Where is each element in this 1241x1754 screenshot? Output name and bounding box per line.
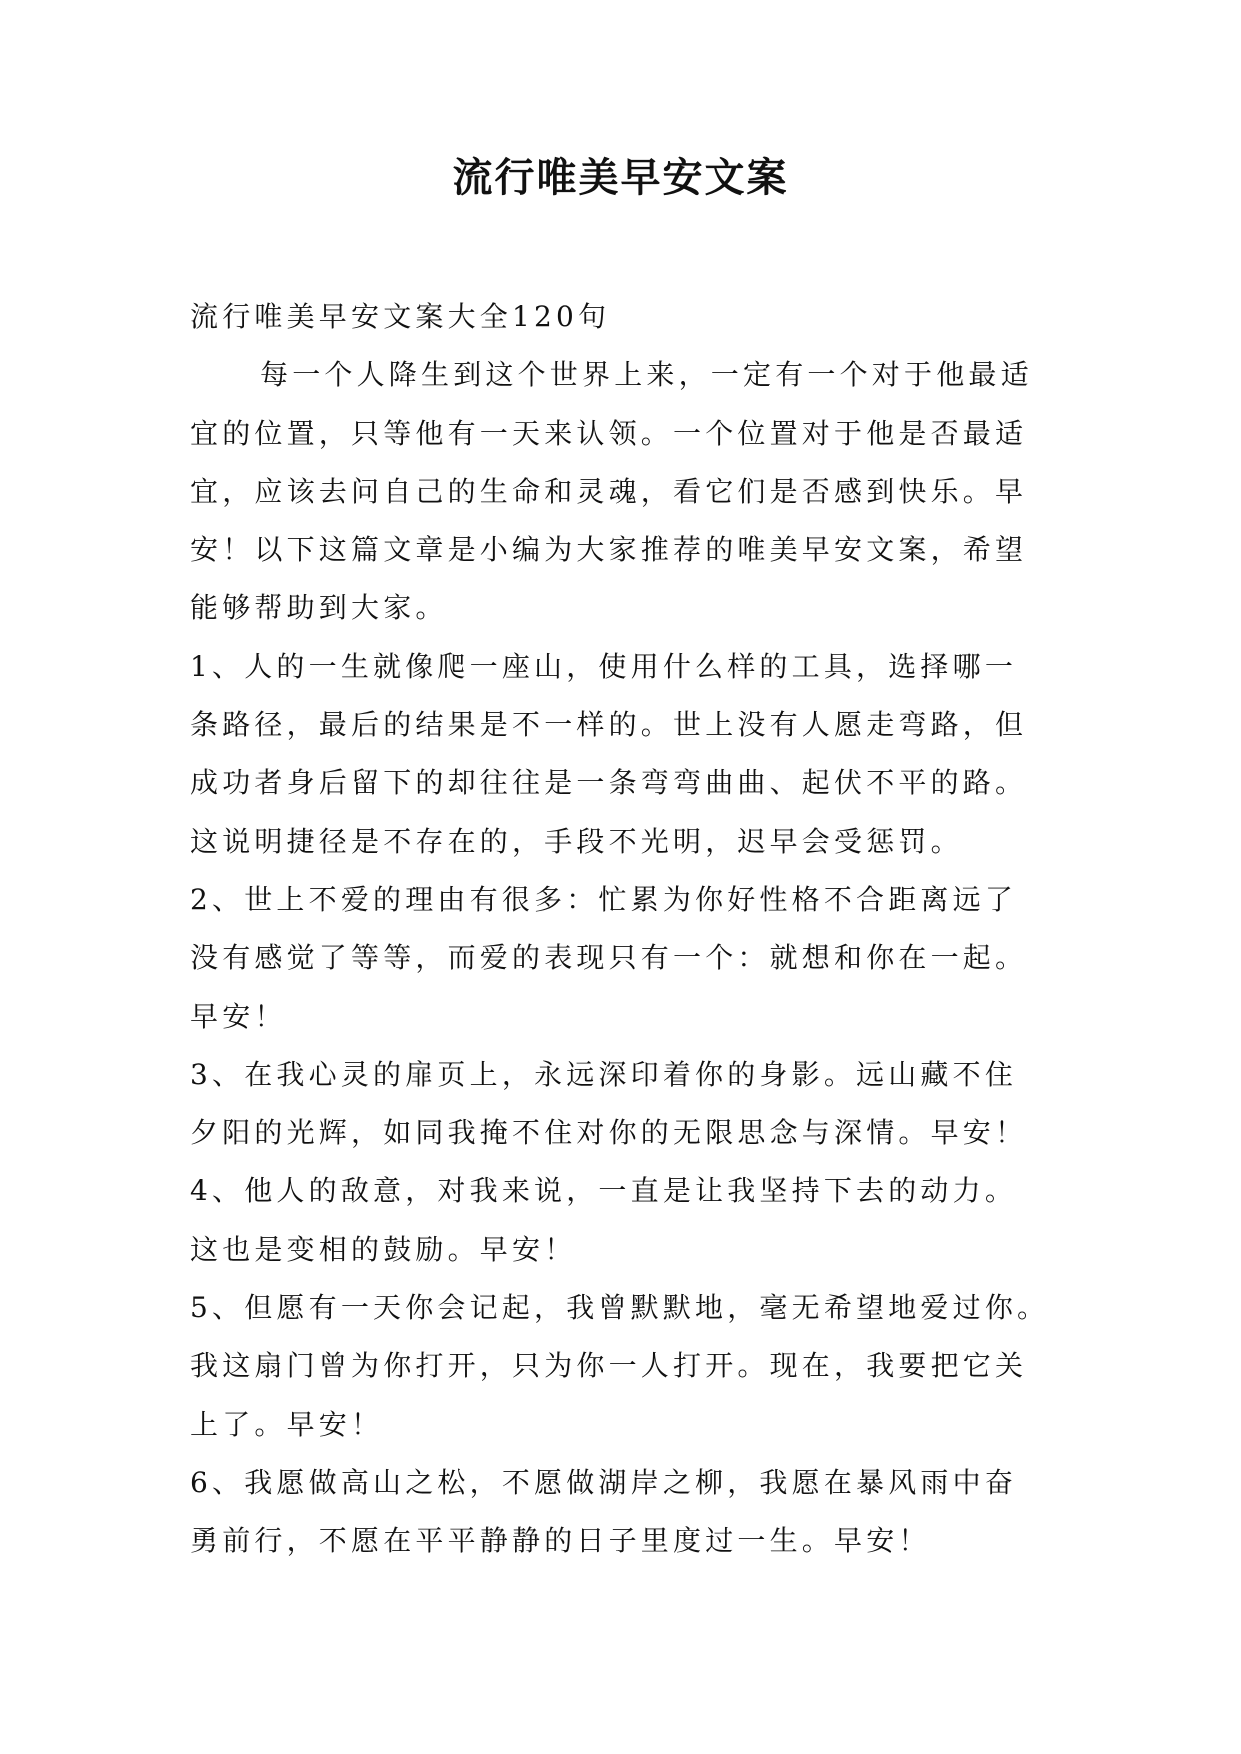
text-line: 安！以下这篇文章是小编为大家推荐的唯美早安文案，希望 — [190, 533, 1028, 567]
text-line: 1、人的一生就像爬一座山，使用什么样的工具，选择哪一 — [190, 649, 1018, 683]
text-line: 上了。早安！ — [190, 1407, 384, 1441]
text-line: 早安！ — [190, 999, 287, 1033]
text-line: 能够帮助到大家。 — [190, 591, 448, 625]
text-line: 每一个人降生到这个世界上来，一定有一个对于他最适 — [260, 358, 1033, 392]
text-line: 条路径，最后的结果是不一样的。世上没有人愿走弯路，但 — [190, 708, 1028, 742]
text-line: 3、在我心灵的扉页上，永远深印着你的身影。远山藏不住 — [190, 1057, 1018, 1091]
text-line: 这说明捷径是不存在的，手段不光明，迟早会受惩罚。 — [190, 824, 963, 858]
document-title: 流行唯美早安文案 — [452, 155, 789, 201]
text-line: 2、世上不爱的理由有很多：忙累为你好性格不合距离远了 — [190, 882, 1018, 916]
text-line: 夕阳的光辉，如同我掩不住对你的无限思念与深情。早安！ — [190, 1116, 1028, 1150]
text-line: 没有感觉了等等，而爱的表现只有一个：就想和你在一起。 — [190, 941, 1028, 975]
text-line: 4、他人的敌意，对我来说，一直是让我坚持下去的动力。 — [190, 1174, 1018, 1208]
text-line: 宜，应该去问自己的生命和灵魂，看它们是否感到快乐。早 — [190, 474, 1028, 508]
text-line: 5、但愿有一天你会记起，我曾默默地，毫无希望地爱过你。 — [190, 1291, 1050, 1325]
text-line: 流行唯美早安文案大全120句 — [190, 300, 611, 333]
text-line: 我这扇门曾为你打开，只为你一人打开。现在，我要把它关 — [190, 1349, 1028, 1383]
text-line: 宜的位置，只等他有一天来认领。一个位置对于他是否最适 — [190, 416, 1028, 450]
document-body — [190, 288, 1070, 1571]
text-line: 这也是变相的鼓励。早安！ — [190, 1232, 577, 1266]
text-line: 成功者身后留下的却往往是一条弯弯曲曲、起伏不平的路。 — [190, 766, 1028, 800]
text-line: 6、我愿做高山之松，不愿做湖岸之柳，我愿在暴风雨中奋 — [190, 1465, 1018, 1499]
text-line: 勇前行，不愿在平平静静的日子里度过一生。早安！ — [190, 1524, 931, 1558]
